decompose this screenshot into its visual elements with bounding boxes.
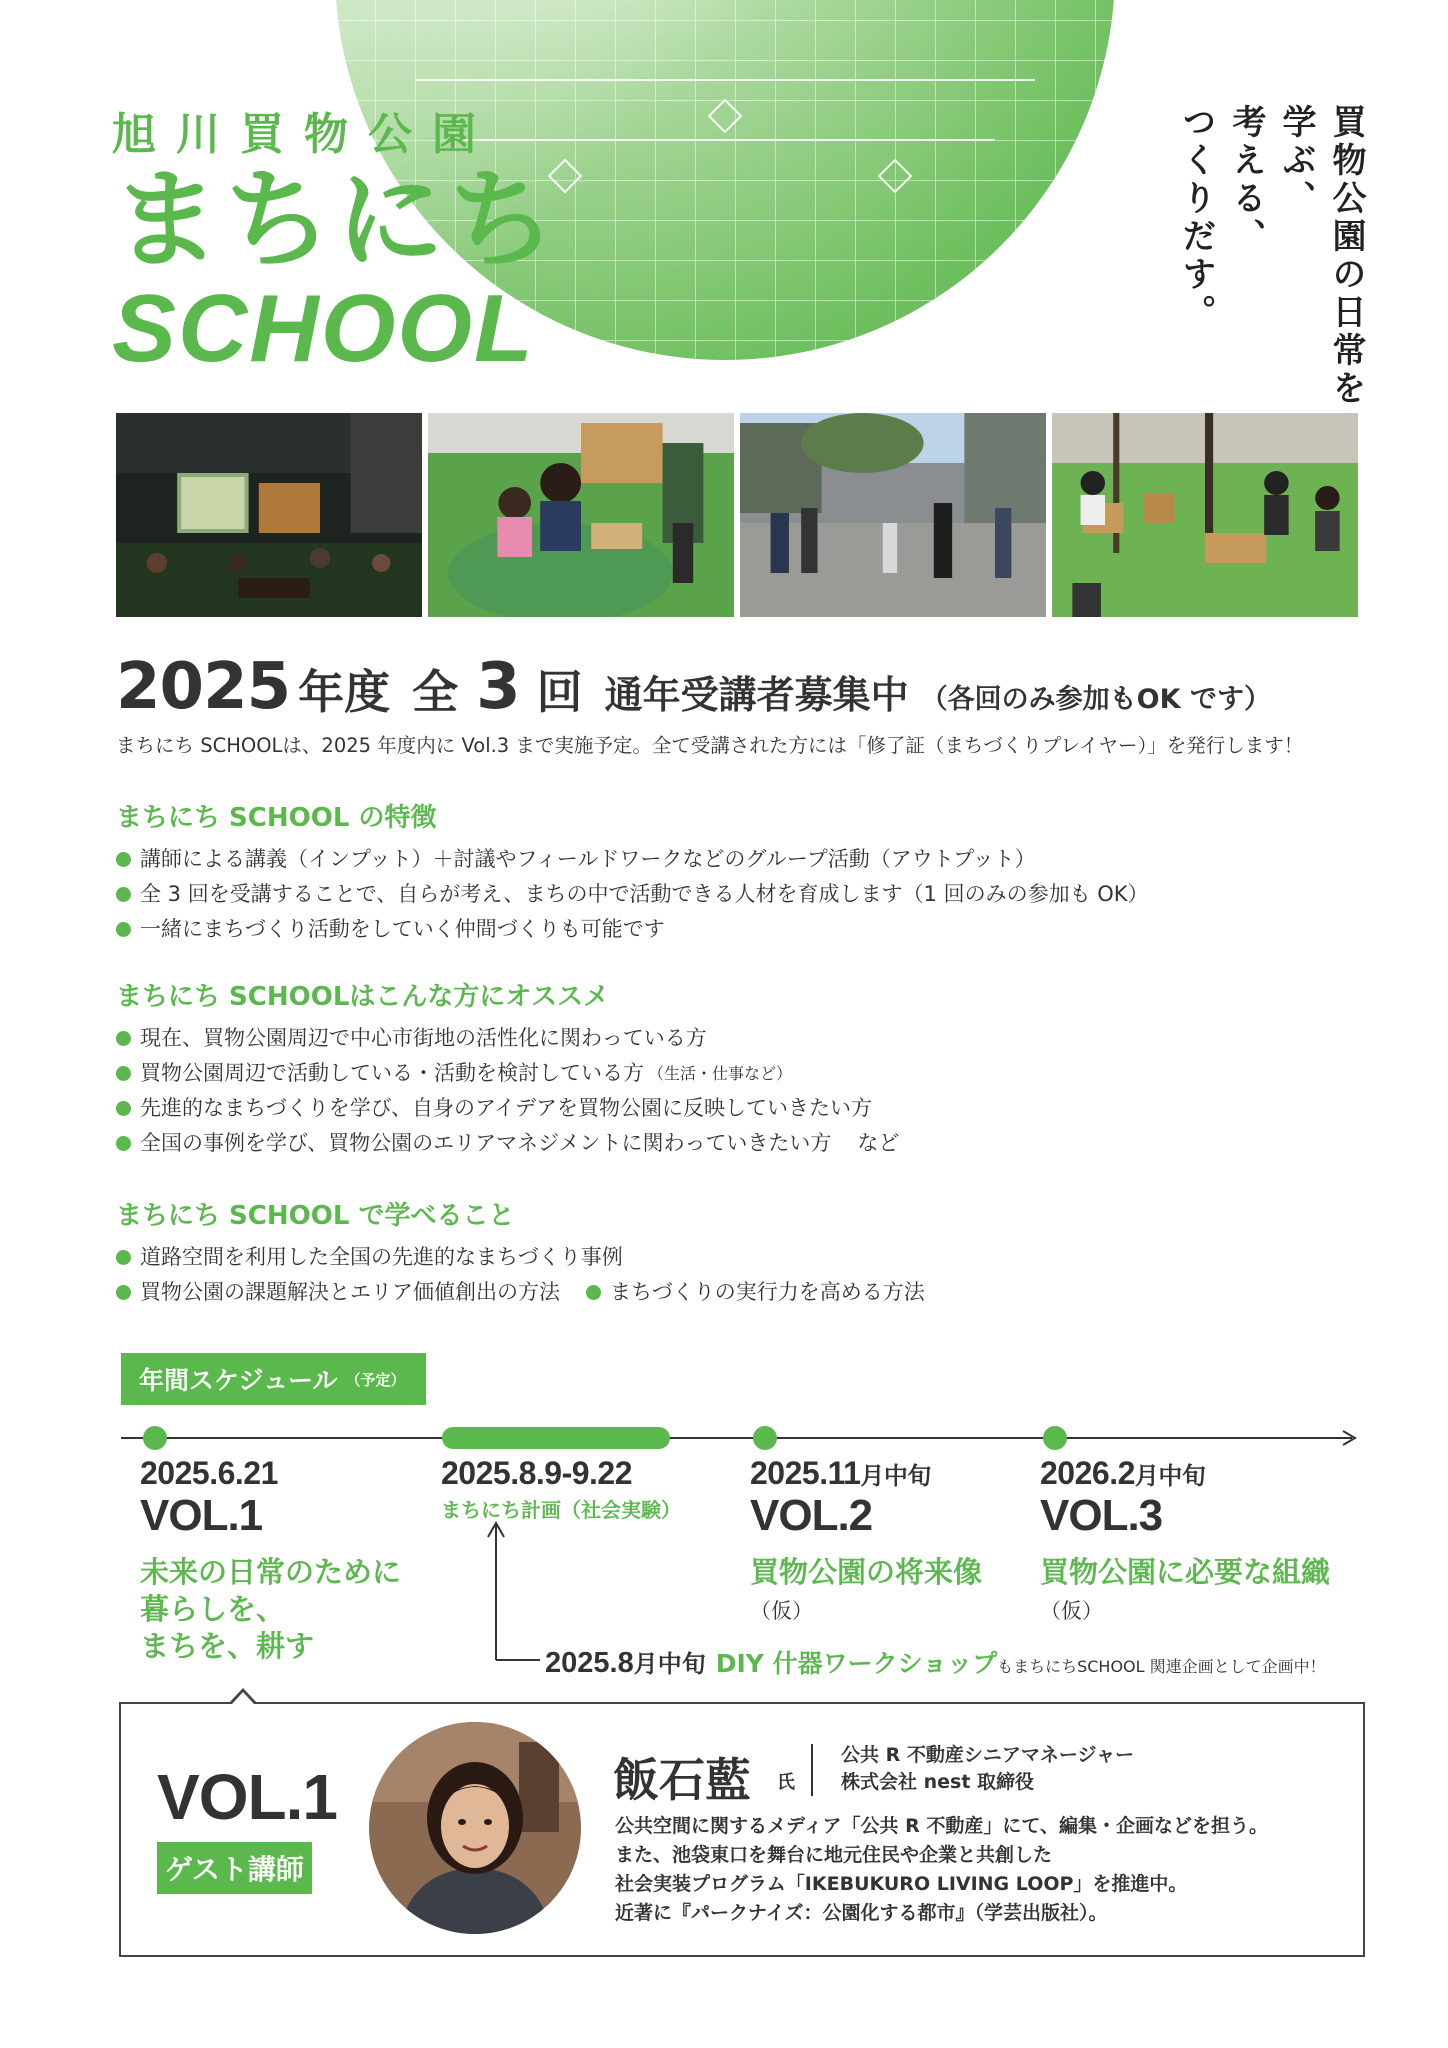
bullet-dot-icon: [586, 1285, 601, 1300]
event-social-experiment: 2025.8.9-9.22 まちにち計画（社会実験）: [441, 1455, 681, 1522]
photo-strip: [116, 413, 1358, 617]
headline-kai: 回: [536, 665, 583, 719]
divider: [811, 1744, 813, 1796]
bullet-dot-icon: [116, 1285, 131, 1300]
brand-school: SCHOOL: [112, 275, 535, 383]
list-item: 道路空間を利用した全国の先進的なまちづくり事例: [116, 1240, 925, 1275]
diy-workshop-note: 2025.8 月中旬 DIY 什器ワークショップ もまちにちSCHOOL 関連企画として企画中！: [545, 1647, 1326, 1679]
outdoor-cinema-photo: [116, 413, 422, 617]
event-vol2: 2025.11月中旬 VOL.2 買物公園の将来像 （仮）: [750, 1455, 983, 1624]
street-fieldwork-photo: [740, 413, 1046, 617]
timeline-dot-vol2: [753, 1426, 777, 1450]
guest-bio: 公共空間に関するメディア「公共 R 不動産」にて、編集・企画などを担う。 また、池袋東口を舞台に地元住民や企業と共創した 社会実装プログラム「IKEBUKURO LIVING LOOP」を推進中。 近著に『パークナイズ：公園化する都市』（学芸出版社）。: [615, 1815, 1268, 1924]
features-section: [116, 797, 1149, 947]
arrow-right-icon: [1343, 1431, 1355, 1445]
headline: [116, 650, 1271, 724]
list-item: 現在、買物公園周辺で中心市街地の活性化に関わっている方: [116, 1021, 899, 1056]
guest-role: 公共 R 不動産シニアマネージャー 株式会社 nest 取締役: [841, 1744, 1135, 1793]
guest-tag: ゲスト講師: [157, 1842, 312, 1894]
arrow-up-icon: [488, 1523, 504, 1537]
timeline-dot-vol1: [143, 1426, 167, 1450]
headline-count: 3: [476, 650, 521, 724]
bullet-dot-icon: [116, 852, 131, 867]
guest-name: 飯石藍: [613, 1753, 751, 1807]
learn-section: [116, 1195, 925, 1310]
brand-logo: [112, 98, 561, 383]
headline-year: 2025: [116, 650, 291, 724]
bullet-dot-icon: [116, 1136, 131, 1151]
list-item: 全国の事例を学び、買物公園のエリアマネジメントに関わっていきたい方 など: [116, 1126, 899, 1161]
bullet-dot-icon: [116, 1066, 131, 1081]
event-vol1: 2025.6.21 VOL.1 未来の日常のために 暮らしを、 まちを、耕す: [140, 1455, 402, 1664]
brand-title: まちにち: [112, 158, 561, 283]
bullet-dot-icon: [116, 922, 131, 937]
recommend-section: [116, 976, 899, 1161]
tagline: [1175, 104, 1367, 408]
timeline-dot-vol3: [1043, 1426, 1067, 1450]
tagline-line-3: 考える、: [1226, 104, 1266, 256]
timeline-bar-social-experiment: [442, 1427, 670, 1449]
guest-portrait-photo: [369, 1722, 581, 1934]
list-item: 先進的なまちづくりを学び、自身のアイデアを買物公園に反映していきたい方: [116, 1091, 899, 1126]
learn-title: まちにち SCHOOL で学べること: [116, 1201, 515, 1231]
guest-vol: VOL.1: [157, 1761, 337, 1833]
bullet-dot-icon: [116, 1031, 131, 1046]
guest-speaker-box: [119, 1702, 1365, 1957]
headline-nendo: 年度: [298, 665, 391, 719]
features-title: まちにち SCHOOL の特徴: [116, 803, 437, 833]
tagline-line-1: 買物公園の日常を: [1326, 104, 1366, 408]
bullet-dot-icon: [116, 887, 131, 902]
headline-zen: 全: [412, 665, 459, 719]
schedule-label: 年間スケジュール （予定）: [121, 1353, 426, 1405]
headline-note: （各回のみ参加もOK です）: [920, 684, 1271, 715]
recommend-title: まちにち SCHOOLはこんな方にオススメ: [116, 982, 610, 1012]
list-item: 講師による講義（インプット）＋討議やフィールドワークなどのグループ活動（アウトプット）: [116, 842, 1149, 877]
bullet-dot-icon: [116, 1250, 131, 1265]
brand-subtitle: 旭川買物公園: [112, 109, 496, 160]
tagline-line-2: 学ぶ、: [1276, 104, 1316, 218]
list-item: 買物公園周辺で活動している・活動を検討している方 （生活・仕事など）: [116, 1056, 899, 1091]
event-vol3: 2026.2月中旬 VOL.3 買物公園に必要な組織 （仮）: [1040, 1455, 1331, 1624]
headline-lead: 通年受講者募集中: [604, 673, 909, 717]
bullet-dot-icon: [116, 1101, 131, 1116]
tagline-line-4: つくりだす。: [1176, 104, 1216, 332]
list-item: 買物公園の課題解決とエリア価値創出の方法 まちづくりの実行力を高める方法: [116, 1275, 925, 1310]
children-workshop-photo: [428, 413, 734, 617]
list-item: 一緒にまちづくり活動をしていく仲間づくりも可能です: [116, 912, 1149, 947]
guest-honorific: 氏: [777, 1772, 795, 1793]
park-discussion-photo: [1052, 413, 1358, 617]
intro-text: まちにち SCHOOLは、2025 年度内に Vol.3 まで実施予定。全て受講された方には「修了証（まちづくりプレイヤー）」を発行します！: [116, 734, 1304, 757]
list-item: 全 3 回を受講することで、自らが考え、まちの中で活動できる人材を育成します（1 回のみの参加も OK）: [116, 877, 1149, 912]
